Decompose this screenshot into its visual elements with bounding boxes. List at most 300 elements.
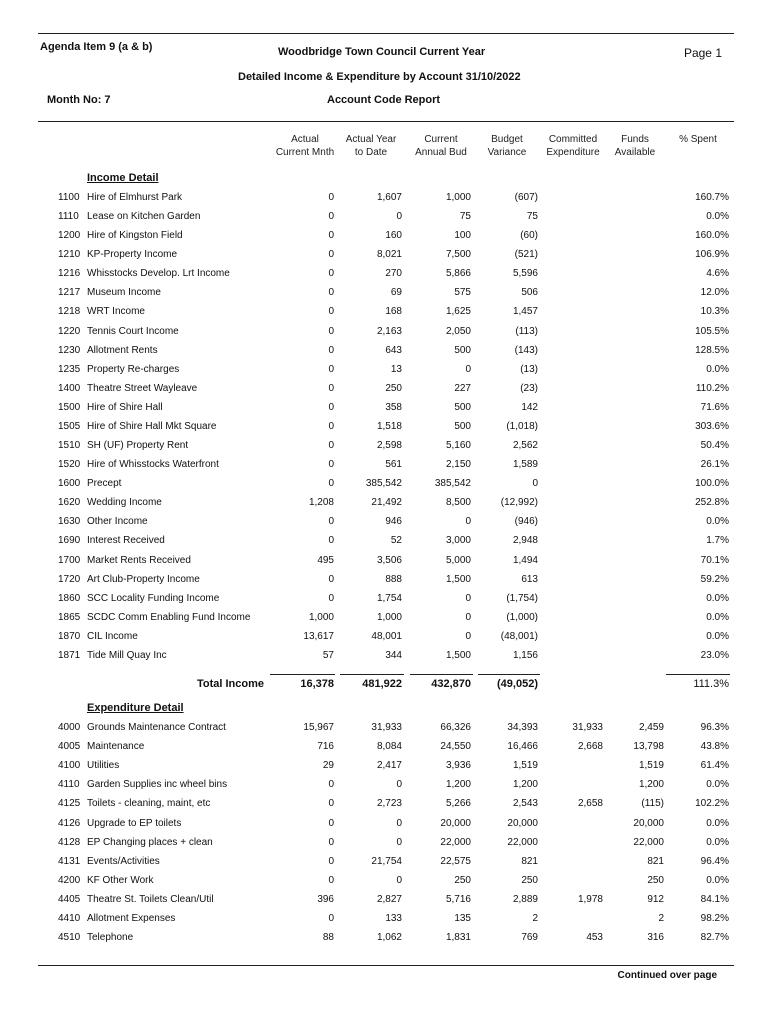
actual-current-month: 0 <box>328 817 334 829</box>
actual-current-month: 29 <box>322 760 334 772</box>
percent-spent: 160.0% <box>695 230 729 242</box>
budget-variance: 2 <box>532 913 538 924</box>
annual-budget: 66,326 <box>440 722 471 733</box>
table-row <box>0 722 770 741</box>
annual-budget: 8,500 <box>445 497 471 509</box>
account-code: 1720 <box>58 573 81 585</box>
expenditure-section-title: Expenditure Detail <box>87 702 184 714</box>
percent-spent: 0.0% <box>706 592 729 604</box>
annual-budget: 100 <box>454 230 471 242</box>
total-income-percent: 111.3% <box>693 678 729 690</box>
col-header-line: Actual <box>291 134 319 145</box>
actual-current-month: 0 <box>328 211 334 223</box>
total-income-current: 16,378 <box>300 678 334 690</box>
table-row <box>0 306 770 325</box>
account-code: 1235 <box>58 363 81 375</box>
percent-spent: 0.0% <box>706 779 729 791</box>
percent-spent: 82.7% <box>700 932 729 944</box>
col-header-line: Current <box>424 134 458 145</box>
actual-year-to-date: 21,492 <box>371 497 402 509</box>
col-header-line: Current Mnth <box>275 147 335 158</box>
table-row <box>0 249 770 268</box>
actual-current-month: 13,617 <box>303 630 334 642</box>
budget-variance: 34,393 <box>507 722 538 733</box>
account-code: 1520 <box>58 459 81 471</box>
account-code: 1217 <box>58 287 81 299</box>
actual-year-to-date: 133 <box>385 913 402 924</box>
actual-year-to-date: 2,723 <box>376 798 402 810</box>
budget-variance: 20,000 <box>507 817 538 829</box>
account-name: Interest Received <box>87 535 165 547</box>
account-code: 1505 <box>58 420 81 432</box>
account-code: 1690 <box>58 535 81 547</box>
budget-variance: 613 <box>521 573 538 585</box>
actual-year-to-date: 561 <box>385 459 402 471</box>
actual-current-month: 0 <box>328 478 334 490</box>
percent-spent: 0.0% <box>706 874 729 886</box>
actual-current-month: 0 <box>328 855 334 867</box>
table-row <box>0 192 770 211</box>
account-code: 4110 <box>58 779 80 791</box>
actual-current-month: 0 <box>328 382 334 394</box>
table-row <box>0 913 770 932</box>
account-name: Hire of Whisstocks Waterfront <box>87 459 219 471</box>
table-row <box>0 516 770 535</box>
percent-spent: 110.2% <box>695 382 729 394</box>
actual-current-month: 0 <box>328 516 334 528</box>
account-name: Garden Supplies inc wheel bins <box>87 779 228 791</box>
total-rule <box>340 674 404 675</box>
account-code: 1500 <box>58 401 81 413</box>
account-code: 4100 <box>58 760 81 772</box>
actual-year-to-date: 1,607 <box>376 192 402 203</box>
annual-budget: 7,500 <box>445 249 471 261</box>
percent-spent: 0.0% <box>706 211 729 223</box>
account-code: 1110 <box>58 211 79 223</box>
actual-current-month: 0 <box>328 363 334 375</box>
actual-year-to-date: 2,417 <box>376 760 402 772</box>
annual-budget: 227 <box>454 382 471 394</box>
actual-current-month: 0 <box>328 874 334 886</box>
account-code: 4128 <box>58 836 81 848</box>
annual-budget: 1,831 <box>445 932 471 944</box>
account-code: 1630 <box>58 516 81 528</box>
actual-current-month: 0 <box>328 798 334 810</box>
budget-variance: 1,589 <box>512 459 538 471</box>
percent-spent: 102.2% <box>695 798 729 810</box>
account-name: KF Other Work <box>87 874 154 886</box>
account-name: Property Re-charges <box>87 363 180 375</box>
table-row <box>0 497 770 516</box>
account-name: Wedding Income <box>87 497 162 509</box>
funds-available: 1,200 <box>638 779 664 791</box>
actual-current-month: 1,000 <box>308 611 334 623</box>
annual-budget: 0 <box>465 611 471 623</box>
account-name: Hire of Shire Hall <box>87 401 163 413</box>
percent-spent: 160.7% <box>695 192 729 203</box>
percent-spent: 12.0% <box>700 287 729 299</box>
account-code: 1620 <box>58 497 81 509</box>
account-code: 4005 <box>58 741 81 753</box>
account-code: 1700 <box>58 554 81 566</box>
annual-budget: 500 <box>454 420 471 432</box>
actual-current-month: 0 <box>328 913 334 924</box>
account-code: 4405 <box>58 893 81 905</box>
budget-variance: (1,000) <box>506 611 538 623</box>
annual-budget: 5,866 <box>445 268 471 280</box>
budget-variance: (607) <box>514 192 538 203</box>
budget-variance: 769 <box>521 932 538 944</box>
funds-available: (115) <box>641 798 664 810</box>
funds-available: 2,459 <box>638 722 664 733</box>
account-code: 4410 <box>58 913 81 924</box>
actual-current-month: 0 <box>328 230 334 242</box>
actual-current-month: 0 <box>328 459 334 471</box>
account-name: SCDC Comm Enabling Fund Income <box>87 611 251 623</box>
budget-variance: (13) <box>520 363 538 375</box>
actual-current-month: 0 <box>328 592 334 604</box>
annual-budget: 22,000 <box>440 836 471 848</box>
col-header-line: to Date <box>354 147 388 158</box>
percent-spent: 96.3% <box>700 722 729 733</box>
budget-variance: (12,992) <box>500 497 538 509</box>
account-name: Precept <box>87 478 122 490</box>
account-code: 1200 <box>58 230 81 242</box>
total-rule <box>478 674 540 675</box>
account-name: Tide Mill Quay Inc <box>87 649 167 661</box>
actual-year-to-date: 0 <box>396 817 402 829</box>
actual-year-to-date: 250 <box>385 382 402 394</box>
actual-year-to-date: 1,000 <box>376 611 402 623</box>
account-name: Allotment Expenses <box>87 913 176 924</box>
percent-spent: 0.0% <box>706 363 729 375</box>
actual-year-to-date: 2,827 <box>376 893 402 905</box>
actual-current-month: 716 <box>317 741 334 753</box>
actual-current-month: 0 <box>328 325 334 337</box>
table-row <box>0 383 770 402</box>
account-code: 1216 <box>58 268 81 280</box>
annual-budget: 75 <box>459 211 471 223</box>
budget-variance: (521) <box>514 249 538 261</box>
table-row <box>0 818 770 837</box>
account-code: 4200 <box>58 874 81 886</box>
actual-year-to-date: 2,598 <box>376 440 402 452</box>
actual-current-month: 495 <box>317 554 334 566</box>
annual-budget: 1,000 <box>445 192 471 203</box>
budget-variance: 1,457 <box>512 306 538 318</box>
table-row <box>0 268 770 287</box>
table-row <box>0 875 770 894</box>
col-header-actual-ytd <box>338 133 404 159</box>
actual-year-to-date: 643 <box>385 344 402 356</box>
budget-variance: 821 <box>521 855 538 867</box>
actual-year-to-date: 69 <box>390 287 402 299</box>
percent-spent: 50.4% <box>700 440 729 452</box>
actual-year-to-date: 1,518 <box>376 420 402 432</box>
table-row <box>0 741 770 760</box>
funds-available: 316 <box>647 932 664 944</box>
budget-variance: (1,754) <box>506 592 538 604</box>
percent-spent: 59.2% <box>700 573 729 585</box>
table-row <box>0 593 770 612</box>
annual-budget: 5,266 <box>445 798 471 810</box>
budget-variance: 2,889 <box>512 893 538 905</box>
percent-spent: 84.1% <box>700 893 729 905</box>
committed-expenditure: 2,658 <box>577 798 603 810</box>
budget-variance: 142 <box>521 401 538 413</box>
actual-current-month: 0 <box>328 420 334 432</box>
table-row <box>0 574 770 593</box>
annual-budget: 1,500 <box>445 573 471 585</box>
budget-variance: 75 <box>526 211 538 223</box>
funds-available: 250 <box>647 874 664 886</box>
col-header-line: % Spent <box>679 134 717 145</box>
percent-spent: 106.9% <box>695 249 729 261</box>
agenda-label: Agenda Item 9 (a & b) <box>40 41 153 53</box>
table-row <box>0 760 770 779</box>
account-name: Tennis Court Income <box>87 325 179 337</box>
table-row <box>0 459 770 478</box>
percent-spent: 1.7% <box>706 535 729 547</box>
percent-spent: 10.3% <box>700 306 729 318</box>
actual-current-month: 57 <box>322 649 334 661</box>
actual-year-to-date: 270 <box>385 268 402 280</box>
table-row <box>0 345 770 364</box>
total-income-ytd: 481,922 <box>362 678 402 690</box>
actual-current-month: 0 <box>328 779 334 791</box>
committed-expenditure: 2,668 <box>577 741 603 753</box>
annual-budget: 20,000 <box>440 817 471 829</box>
account-code: 1860 <box>58 592 81 604</box>
account-name: Hire of Shire Hall Mkt Square <box>87 420 217 432</box>
percent-spent: 70.1% <box>700 554 729 566</box>
col-header-line: Actual Year <box>345 134 397 145</box>
table-row <box>0 612 770 631</box>
budget-variance: 1,156 <box>512 649 538 661</box>
table-row <box>0 856 770 875</box>
account-name: KP-Property Income <box>87 249 178 261</box>
table-row <box>0 894 770 913</box>
col-header-line: Funds <box>621 134 649 145</box>
table-row <box>0 211 770 230</box>
actual-year-to-date: 358 <box>385 401 402 413</box>
actual-year-to-date: 160 <box>385 230 402 242</box>
actual-year-to-date: 0 <box>396 874 402 886</box>
account-code: 1870 <box>58 630 81 642</box>
annual-budget: 575 <box>454 287 471 299</box>
percent-spent: 252.8% <box>695 497 729 509</box>
budget-variance: 506 <box>521 287 538 299</box>
budget-variance: 5,596 <box>512 268 538 280</box>
account-name: Museum Income <box>87 287 161 299</box>
account-name: Grounds Maintenance Contract <box>87 722 226 733</box>
table-row <box>0 932 770 951</box>
actual-year-to-date: 8,021 <box>376 249 402 261</box>
account-name: Lease on Kitchen Garden <box>87 211 201 223</box>
actual-year-to-date: 8,084 <box>376 741 402 753</box>
actual-year-to-date: 31,933 <box>371 722 402 733</box>
percent-spent: 0.0% <box>706 516 729 528</box>
funds-available: 912 <box>647 893 664 905</box>
continued-note: Continued over page <box>617 970 717 981</box>
col-header-line: Committed <box>548 134 598 145</box>
table-row <box>0 837 770 856</box>
col-header-line: Variance <box>487 147 527 158</box>
actual-year-to-date: 3,506 <box>376 554 402 566</box>
annual-budget: 3,936 <box>445 760 471 772</box>
actual-current-month: 0 <box>328 287 334 299</box>
account-code: 1218 <box>58 306 81 318</box>
actual-year-to-date: 1,062 <box>376 932 402 944</box>
budget-variance: (48,001) <box>500 630 538 642</box>
col-header-line: Expenditure <box>546 147 600 158</box>
account-name: Hire of Kingston Field <box>87 230 183 242</box>
actual-year-to-date: 946 <box>385 516 402 528</box>
funds-available: 2 <box>658 913 664 924</box>
account-code: 1210 <box>58 249 81 261</box>
annual-budget: 1,500 <box>445 649 471 661</box>
annual-budget: 0 <box>465 516 471 528</box>
report-subtitle: Detailed Income & Expenditure by Account 31/10/2022 <box>238 71 521 83</box>
account-code: 4131 <box>58 855 81 867</box>
header-bottom-rule <box>38 121 734 122</box>
annual-budget: 2,150 <box>445 459 471 471</box>
budget-variance: (23) <box>520 382 538 394</box>
account-name: Market Rents Received <box>87 554 191 566</box>
budget-variance: 2,543 <box>512 798 538 810</box>
budget-variance: (60) <box>520 230 538 242</box>
table-row <box>0 478 770 497</box>
committed-expenditure: 1,978 <box>577 893 603 905</box>
account-name: Events/Activities <box>87 855 160 867</box>
annual-budget: 3,000 <box>445 535 471 547</box>
account-name: Whisstocks Develop. Lrt Income <box>87 268 230 280</box>
account-name: SH (UF) Property Rent <box>87 440 189 452</box>
table-row <box>0 364 770 383</box>
account-code: 1865 <box>58 611 81 623</box>
budget-variance: 2,948 <box>512 535 538 547</box>
account-code: 1100 <box>58 192 80 203</box>
budget-variance: 22,000 <box>507 836 538 848</box>
account-name: Art Club-Property Income <box>87 573 200 585</box>
committed-expenditure: 31,933 <box>572 722 603 733</box>
annual-budget: 5,000 <box>445 554 471 566</box>
account-code: 1871 <box>58 649 81 661</box>
percent-spent: 23.0% <box>700 649 729 661</box>
annual-budget: 1,625 <box>445 306 471 318</box>
table-row <box>0 326 770 345</box>
table-row <box>0 650 770 669</box>
actual-current-month: 0 <box>328 836 334 848</box>
account-code: 4126 <box>58 817 81 829</box>
actual-year-to-date: 0 <box>396 211 402 223</box>
annual-budget: 2,050 <box>445 325 471 337</box>
account-code: 1230 <box>58 344 81 356</box>
actual-year-to-date: 2,163 <box>376 325 402 337</box>
col-header-annual-budget <box>408 133 474 159</box>
account-name: Theatre Street Wayleave <box>87 382 198 394</box>
actual-current-month: 0 <box>328 192 334 203</box>
total-income-label: Total Income <box>196 678 264 690</box>
funds-available: 13,798 <box>633 741 664 753</box>
account-name: SCC Locality Funding Income <box>87 592 220 604</box>
account-name: WRT Income <box>87 306 145 318</box>
table-row <box>0 779 770 798</box>
account-name: EP Changing places + clean <box>87 836 213 848</box>
percent-spent: 0.0% <box>706 611 729 623</box>
annual-budget: 385,542 <box>434 478 471 490</box>
total-rule <box>666 674 730 675</box>
account-name: Toilets - cleaning, maint, etc <box>87 798 211 810</box>
annual-budget: 0 <box>465 630 471 642</box>
budget-variance: 2,562 <box>512 440 538 452</box>
table-row <box>0 535 770 554</box>
budget-variance: (946) <box>514 516 538 528</box>
annual-budget: 250 <box>454 874 471 886</box>
percent-spent: 105.5% <box>695 325 729 337</box>
table-row <box>0 555 770 574</box>
budget-variance: (143) <box>514 344 538 356</box>
account-name: Utilities <box>87 760 120 772</box>
actual-current-month: 0 <box>328 344 334 356</box>
percent-spent: 0.0% <box>706 836 729 848</box>
header-top-rule <box>38 33 734 34</box>
account-code: 4000 <box>58 722 81 733</box>
actual-current-month: 0 <box>328 573 334 585</box>
account-name: Maintenance <box>87 741 145 753</box>
actual-current-month: 396 <box>317 893 334 905</box>
percent-spent: 0.0% <box>706 817 729 829</box>
budget-variance: 0 <box>532 478 538 490</box>
actual-current-month: 0 <box>328 535 334 547</box>
month-number: Month No: 7 <box>47 94 111 106</box>
funds-available: 821 <box>647 855 664 867</box>
account-code: 4510 <box>58 932 81 944</box>
annual-budget: 0 <box>465 592 471 604</box>
actual-year-to-date: 13 <box>390 363 402 375</box>
percent-spent: 4.6% <box>706 268 729 280</box>
account-name: Theatre St. Toilets Clean/Util <box>87 893 214 905</box>
total-income-variance: (49,052) <box>497 678 538 690</box>
percent-spent: 43.8% <box>700 741 729 753</box>
actual-current-month: 1,208 <box>308 497 334 509</box>
actual-current-month: 0 <box>328 401 334 413</box>
total-rule <box>410 674 473 675</box>
funds-available: 1,519 <box>638 760 664 772</box>
table-row <box>0 287 770 306</box>
annual-budget: 500 <box>454 344 471 356</box>
budget-variance: 16,466 <box>507 741 538 753</box>
account-code: 1600 <box>58 478 81 490</box>
annual-budget: 24,550 <box>440 741 471 753</box>
annual-budget: 135 <box>454 913 471 924</box>
col-header-line: Available <box>614 147 656 158</box>
account-code: 4125 <box>58 798 81 810</box>
account-name: Allotment Rents <box>87 344 158 356</box>
budget-variance: 250 <box>521 874 538 886</box>
table-row <box>0 230 770 249</box>
percent-spent: 96.4% <box>700 855 729 867</box>
actual-current-month: 88 <box>322 932 334 944</box>
actual-current-month: 0 <box>328 440 334 452</box>
actual-year-to-date: 0 <box>396 779 402 791</box>
account-name: CIL Income <box>87 630 138 642</box>
budget-variance: (113) <box>515 325 538 337</box>
actual-current-month: 15,967 <box>303 722 334 733</box>
account-name: Telephone <box>87 932 134 944</box>
account-name: Other Income <box>87 516 148 528</box>
annual-budget: 5,716 <box>445 893 471 905</box>
